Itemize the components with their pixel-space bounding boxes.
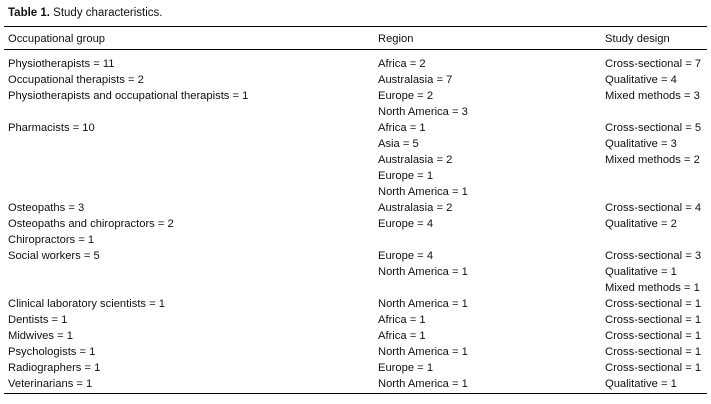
table-row [8,168,703,184]
cell-study-design: Qualitative = 2 [605,218,677,230]
table-row [8,248,703,264]
cell-region: Europe = 4 [378,218,434,230]
cell-occupational-group: Physiotherapists = 11 [8,58,115,70]
cell-occupational-group: Pharmacists = 10 [8,122,95,134]
study-characteristics-table [8,29,703,392]
table-row [8,72,703,88]
table-row [8,344,703,360]
cell-occupational-group: Clinical laboratory scientists = 1 [8,298,166,310]
table-caption [8,7,162,19]
cell-region: Australasia = 7 [378,74,453,86]
cell-region: North America = 1 [378,298,468,310]
cell-study-design: Cross-sectional = 1 [605,346,702,358]
cell-occupational-group: Occupational therapists = 2 [8,74,144,86]
cell-study-design: Mixed methods = 3 [605,90,700,102]
column-header-region: Region [378,33,414,45]
cell-region: Asia = 5 [378,138,419,150]
cell-occupational-group [8,280,378,296]
cell-occupational-group [8,152,378,168]
header-row [8,29,703,49]
cell-region [378,280,605,296]
table-row [8,376,703,392]
table-row [8,216,703,232]
cell-study-design: Cross-sectional = 4 [605,202,702,214]
cell-study-design: Cross-sectional = 3 [605,250,702,262]
cell-region: North America = 1 [378,266,468,278]
table-row [8,328,703,344]
cell-study-design: Mixed methods = 1 [605,282,700,294]
cell-region: North America = 1 [378,378,468,390]
cell-region: North America = 1 [378,186,468,198]
cell-occupational-group [8,184,378,200]
cell-study-design: Cross-sectional = 1 [605,298,702,310]
cell-region: North America = 1 [378,346,468,358]
cell-occupational-group: Radiographers = 1 [8,362,101,374]
table-row [8,264,703,280]
table-row [8,184,703,200]
table-row [8,120,703,136]
cell-occupational-group: Midwives = 1 [8,330,73,342]
table-row [8,232,703,248]
cell-study-design: Qualitative = 1 [605,266,677,278]
cell-study-design: Qualitative = 4 [605,74,677,86]
cell-occupational-group [8,168,378,184]
cell-region: Europe = 4 [378,250,434,262]
cell-occupational-group: Osteopaths and chiropractors = 2 [8,218,174,230]
cell-occupational-group: Psychologists = 1 [8,346,96,358]
table-row [8,104,703,120]
cell-study-design: Qualitative = 3 [605,138,677,150]
cell-region: Africa = 2 [378,58,426,70]
table-row [8,200,703,216]
column-header-study-design: Study design [605,33,670,45]
cell-region: Africa = 1 [378,314,426,326]
cell-region: Australasia = 2 [378,154,453,166]
cell-study-design: Cross-sectional = 5 [605,122,702,134]
column-header-occupational-group: Occupational group [8,33,106,45]
cell-occupational-group: Veterinarians = 1 [8,378,93,390]
cell-region [378,232,605,248]
cell-study-design: Cross-sectional = 7 [605,58,702,70]
table-caption-label: Table 1. [8,7,50,19]
table-row [8,152,703,168]
cell-study-design: Cross-sectional = 1 [605,314,702,326]
cell-region: Australasia = 2 [378,202,453,214]
top-rule [4,26,707,27]
cell-occupational-group: Dentists = 1 [8,314,68,326]
cell-occupational-group: Physiotherapists and occupational therapists = 1 [8,90,249,102]
cell-occupational-group: Social workers = 5 [8,250,100,262]
table-row [8,280,703,296]
spacer-row [8,49,703,56]
cell-occupational-group: Chiropractors = 1 [8,234,95,246]
cell-occupational-group [8,104,378,120]
table-row [8,136,703,152]
cell-region: Europe = 1 [378,170,434,182]
cell-region: Africa = 1 [378,122,426,134]
table-row [8,360,703,376]
cell-study-design: Qualitative = 1 [605,378,677,390]
cell-study-design: Mixed methods = 2 [605,154,700,166]
cell-occupational-group [8,264,378,280]
cell-occupational-group: Osteopaths = 3 [8,202,85,214]
cell-region: Africa = 1 [378,330,426,342]
table-row [8,56,703,72]
cell-occupational-group [8,136,378,152]
cell-region: Europe = 2 [378,90,434,102]
cell-study-design: Cross-sectional = 1 [605,330,702,342]
cell-study-design [605,168,703,184]
cell-study-design [605,104,703,120]
table-caption-text: Study characteristics. [53,7,163,19]
table-row [8,312,703,328]
cell-region: Europe = 1 [378,362,434,374]
bottom-rule [4,393,707,394]
table-row [8,88,703,104]
cell-study-design [605,184,703,200]
cell-region: North America = 3 [378,106,468,118]
cell-study-design: Cross-sectional = 1 [605,362,702,374]
cell-study-design [605,232,703,248]
table-row [8,296,703,312]
